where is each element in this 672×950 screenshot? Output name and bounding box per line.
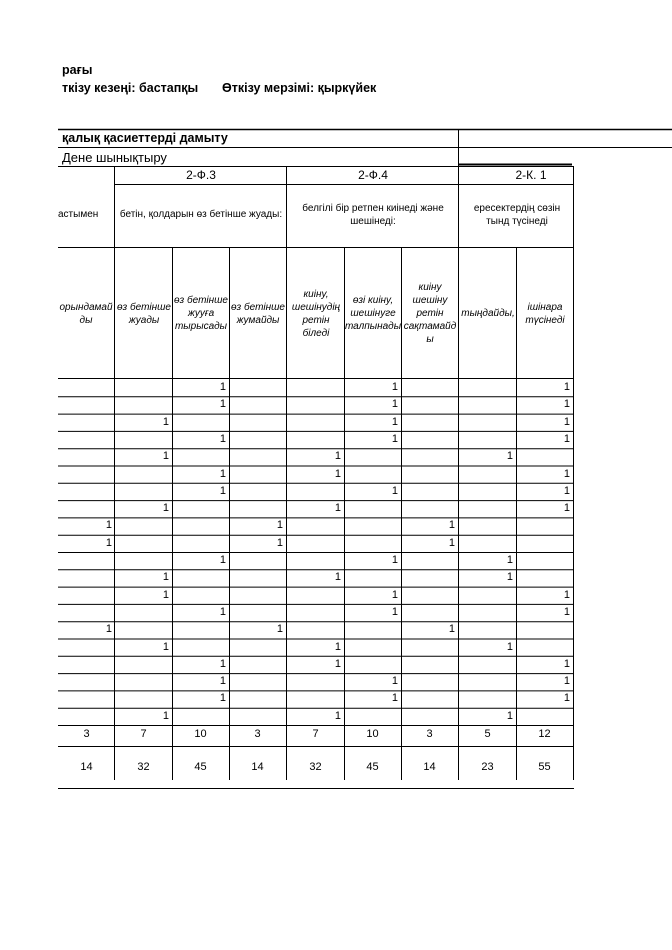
group-code-f3: 2-Ф.3 bbox=[186, 168, 216, 182]
table-cell: 1 bbox=[105, 536, 112, 549]
table-cell: 1 bbox=[219, 692, 226, 705]
table-cell: 1 bbox=[219, 605, 226, 618]
total-cell: 12 bbox=[538, 728, 551, 740]
percent-cell: 55 bbox=[538, 761, 551, 773]
table-cell: 1 bbox=[563, 415, 570, 428]
percent-cell: 32 bbox=[309, 761, 322, 773]
total-cell: 3 bbox=[83, 728, 90, 740]
table-cell: 1 bbox=[162, 640, 169, 653]
table-cell: 1 bbox=[391, 588, 398, 601]
column-header-7: киіну шешіну ретін сақтамайд ы bbox=[403, 282, 457, 345]
table-cell: 1 bbox=[391, 398, 398, 411]
table-cell: 1 bbox=[563, 675, 570, 688]
table-cell: 1 bbox=[448, 623, 455, 636]
table-cell: 1 bbox=[162, 502, 169, 515]
table-cell: 1 bbox=[391, 432, 398, 445]
table-cell: 1 bbox=[276, 519, 283, 532]
table-cell: 1 bbox=[276, 536, 283, 549]
table-cell: 1 bbox=[563, 398, 570, 411]
column-header-1: орындамай ды bbox=[59, 301, 113, 326]
table-cell: 1 bbox=[219, 554, 226, 566]
column-header-8: тыңдайды, bbox=[461, 308, 515, 319]
table-cell: 1 bbox=[563, 588, 570, 601]
table-cell: 1 bbox=[391, 381, 398, 393]
table-cell: 1 bbox=[334, 640, 341, 653]
group-code-k1: 2-К. 1 bbox=[515, 168, 547, 182]
percent-cell: 23 bbox=[481, 761, 494, 773]
table-cell: 1 bbox=[448, 536, 455, 549]
table-cell: 1 bbox=[219, 467, 226, 480]
table-cell: 1 bbox=[219, 432, 226, 445]
table-cell: 1 bbox=[105, 623, 112, 636]
group-code-f4: 2-Ф.4 bbox=[358, 168, 388, 182]
table-cell: 1 bbox=[563, 605, 570, 618]
total-cell: 10 bbox=[194, 728, 207, 740]
table-cell: 1 bbox=[391, 675, 398, 688]
table-cell: 1 bbox=[219, 657, 226, 670]
table-cell: 1 bbox=[105, 519, 112, 532]
table-cell: 1 bbox=[334, 502, 341, 515]
table-cell: 1 bbox=[334, 450, 341, 463]
table-cell: 1 bbox=[391, 605, 398, 618]
percent-cell: 32 bbox=[137, 761, 150, 773]
table-cell: 1 bbox=[334, 657, 341, 670]
total-cell: 3 bbox=[254, 728, 261, 740]
table-cell: 1 bbox=[334, 467, 341, 480]
table-cell: 1 bbox=[563, 657, 570, 670]
percent-cell: 45 bbox=[366, 761, 379, 773]
table-cell: 1 bbox=[391, 415, 398, 428]
header-period: ткізу кезеңі: бастапқы bbox=[62, 81, 199, 95]
table-cell: 1 bbox=[219, 675, 226, 688]
total-cell: 7 bbox=[312, 728, 319, 740]
table-cell: 1 bbox=[506, 554, 513, 566]
table-cell: 1 bbox=[391, 484, 398, 497]
table-cell: 1 bbox=[162, 709, 169, 722]
column-header-6: өзі киіну, шешінуге талпынады bbox=[344, 295, 402, 332]
table-cell: 1 bbox=[506, 450, 513, 463]
table-cell: 1 bbox=[162, 450, 169, 463]
total-cell: 7 bbox=[140, 728, 147, 740]
column-header-5: киіну, шешінудің ретін біледі bbox=[291, 288, 341, 339]
table-cell: 1 bbox=[334, 709, 341, 722]
table-cell: 1 bbox=[563, 432, 570, 445]
total-cell: 3 bbox=[426, 728, 433, 740]
header-deadline: Өткізу мерзімі: қыркүйек bbox=[222, 81, 377, 95]
table-cell: 1 bbox=[506, 640, 513, 653]
table-cell: 1 bbox=[506, 709, 513, 722]
table-cell: 1 bbox=[391, 554, 398, 566]
group-title-k1: ересектердің сөзін тынд түсінеді bbox=[473, 203, 561, 227]
section-title: қалық қасиеттерді дамыту bbox=[62, 131, 228, 145]
column-header-4: өз бетінше жумайды bbox=[231, 301, 285, 326]
column-header-2: өз бетінше жуады bbox=[117, 301, 171, 326]
table-cell: 1 bbox=[448, 519, 455, 532]
group-title-f4: белгілі бір ретпен киінеді және шешінеді: bbox=[302, 203, 444, 227]
table-cell: 1 bbox=[162, 588, 169, 601]
table-cell: 1 bbox=[506, 571, 513, 584]
total-cell: 10 bbox=[366, 728, 379, 740]
table-cell: 1 bbox=[563, 484, 570, 497]
table-cell: 1 bbox=[162, 415, 169, 428]
column-header-3: өз бетінше жууға тырысады bbox=[174, 295, 228, 332]
total-cell: 5 bbox=[484, 728, 491, 740]
column-header-9: ішінара түсінеді bbox=[525, 301, 565, 326]
table-cell: 1 bbox=[219, 484, 226, 497]
table-cell: 1 bbox=[219, 381, 226, 393]
percent-cell: 14 bbox=[423, 761, 436, 773]
percent-cell: 14 bbox=[251, 761, 264, 773]
table-cell: 1 bbox=[276, 623, 283, 636]
percent-cell: 45 bbox=[194, 761, 207, 773]
subsection-title: Дене шынықтыру bbox=[62, 150, 167, 165]
table-cell: 1 bbox=[391, 692, 398, 705]
table-cell: 1 bbox=[563, 467, 570, 480]
table-cell: 1 bbox=[563, 381, 570, 393]
percent-cell: 14 bbox=[80, 761, 93, 773]
header-line-1: рағы bbox=[62, 63, 93, 77]
table-cell: 1 bbox=[219, 398, 226, 411]
table-cell: 1 bbox=[162, 571, 169, 584]
table-cell: 1 bbox=[563, 502, 570, 515]
group-title-0: астымен bbox=[58, 209, 99, 220]
group-title-f3: бетін, қолдарын өз бетінше жуады: bbox=[119, 209, 283, 220]
table-cell: 1 bbox=[563, 692, 570, 705]
table-cell: 1 bbox=[334, 571, 341, 584]
